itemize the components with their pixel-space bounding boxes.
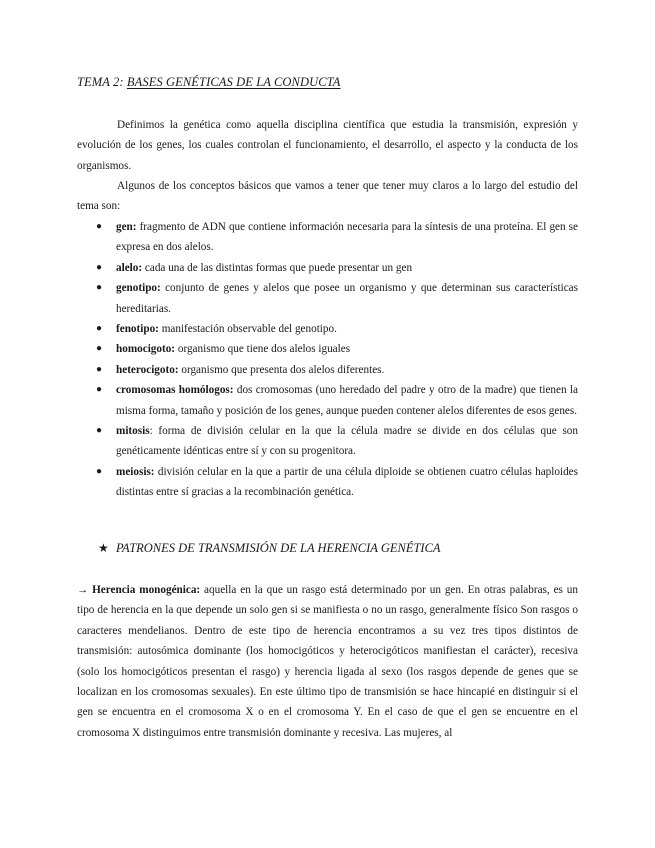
list-item <box>77 421 578 462</box>
concept-term: fenotipo: <box>116 323 159 336</box>
concept-definition: organismo que presenta dos alelos diferentes. <box>178 363 385 376</box>
page-title <box>77 75 341 90</box>
concept-term: alelo: <box>116 261 143 274</box>
concept-term: gen: <box>116 221 137 233</box>
star-icon: ★ <box>98 541 109 555</box>
list-item <box>77 360 578 380</box>
list-item <box>77 380 578 421</box>
intro-paragraph: Definimos la genética como aquella disciplina científica que estudia la transmisión, expresión y evolución de los genes, los cuales controlan el funcionamiento, el desarrollo, el aspecto y la conducta de los organismos. <box>77 119 578 172</box>
concept-definition: cada una de las distintas formas que puede presentar un gen <box>142 261 413 274</box>
concept-term: heterocigoto: <box>116 363 179 376</box>
concept-term: meiosis: <box>116 465 155 478</box>
bullet-icon: ● <box>96 282 103 294</box>
concept-definition: organismo que tiene dos alelos iguales <box>175 343 351 356</box>
bullet-icon: ● <box>96 221 103 232</box>
concept-term: mitosis <box>116 425 150 438</box>
list-item <box>77 258 578 278</box>
title-main: BASES GENÉTICAS DE LA CONDUCTA <box>126 75 341 89</box>
monogenic-paragraph <box>77 580 578 743</box>
concept-term: cromosomas homólogos: <box>116 384 234 397</box>
concept-term: genotipo: <box>116 282 161 295</box>
concept-definition: conjunto de genes y alelos que posee un organismo y que determinan sus características hereditarias. <box>116 282 578 315</box>
bullet-icon: ● <box>96 425 103 437</box>
list-item <box>77 339 578 359</box>
concepts-intro-paragraph: Algunos de los conceptos básicos que vamos a tener que tener muy claros a lo largo del estudio del tema son: <box>77 180 578 213</box>
bullet-icon: ● <box>96 261 103 273</box>
bullet-icon: ● <box>96 384 103 396</box>
concepts-list <box>77 217 578 503</box>
concept-term: homocigoto: <box>116 343 176 356</box>
concept-definition: : forma de división celular en la que la célula madre se divide en dos células que son genéticamente idénticas entre sí y con su progenitora. <box>116 425 578 458</box>
list-item <box>77 278 578 319</box>
concept-definition: división celular en la que a partir de una célula diploide se obtienen cuatro células haploides distintas entre sí gracias a la recombinación genética. <box>116 465 578 499</box>
arrow-right-icon: → <box>77 584 89 596</box>
concept-definition: dos cromosomas (uno heredado del padre y otro de la madre) que tienen la misma forma, tamaño y posición de los genes, aunque pueden contener alelos diferentes de esos genes. <box>116 384 578 417</box>
monogenic-term: Herencia monogénica: <box>92 584 201 596</box>
bullet-icon: ● <box>96 465 103 477</box>
section-heading-text: PATRONES DE TRANSMISIÓN DE LA HERENCIA GENÉTICA <box>116 541 441 555</box>
title-prefix: TEMA 2: <box>77 75 127 89</box>
section-heading <box>98 541 441 556</box>
concept-definition: fragmento de ADN que contiene información necesaria para la síntesis de una proteína. El gen se expresa en dos alelos. <box>116 221 578 254</box>
concept-definition: manifestación observable del genotipo. <box>158 323 337 336</box>
list-item <box>77 319 578 339</box>
bullet-icon: ● <box>96 363 103 375</box>
bullet-icon: ● <box>96 323 103 335</box>
list-item <box>77 217 578 258</box>
list-item <box>77 462 578 503</box>
monogenic-text: aquella en la que un rasgo está determinado por un gen. En otras palabras, es un tipo de herencia en la que depende un solo gen si se manifiesta o no un rasgo, generalmente físico Son rasgos o caracteres mendelianos. Dentro de este tipo de herencia encontramos a su vez tres tipos distintos de transmisión: autosómica dominante (los homocigóticos y heterocigóticos manifiestan el carácter), recesiva (solo los homocigóticos presentan el rasgo) y herencia ligada al sexo (los rasgos depende de genes que se localizan en los cromosomas sexuales). En este último tipo de transmisión se hace hincapié en distinguir si el gen se encuentra en el cromosoma X o en el cromosoma Y. En el caso de que el gen se encuentre en el cromosoma X distinguimos entre transmisión dominante y recesiva. Las mujeres, al <box>77 584 578 739</box>
bullet-icon: ● <box>96 343 103 355</box>
